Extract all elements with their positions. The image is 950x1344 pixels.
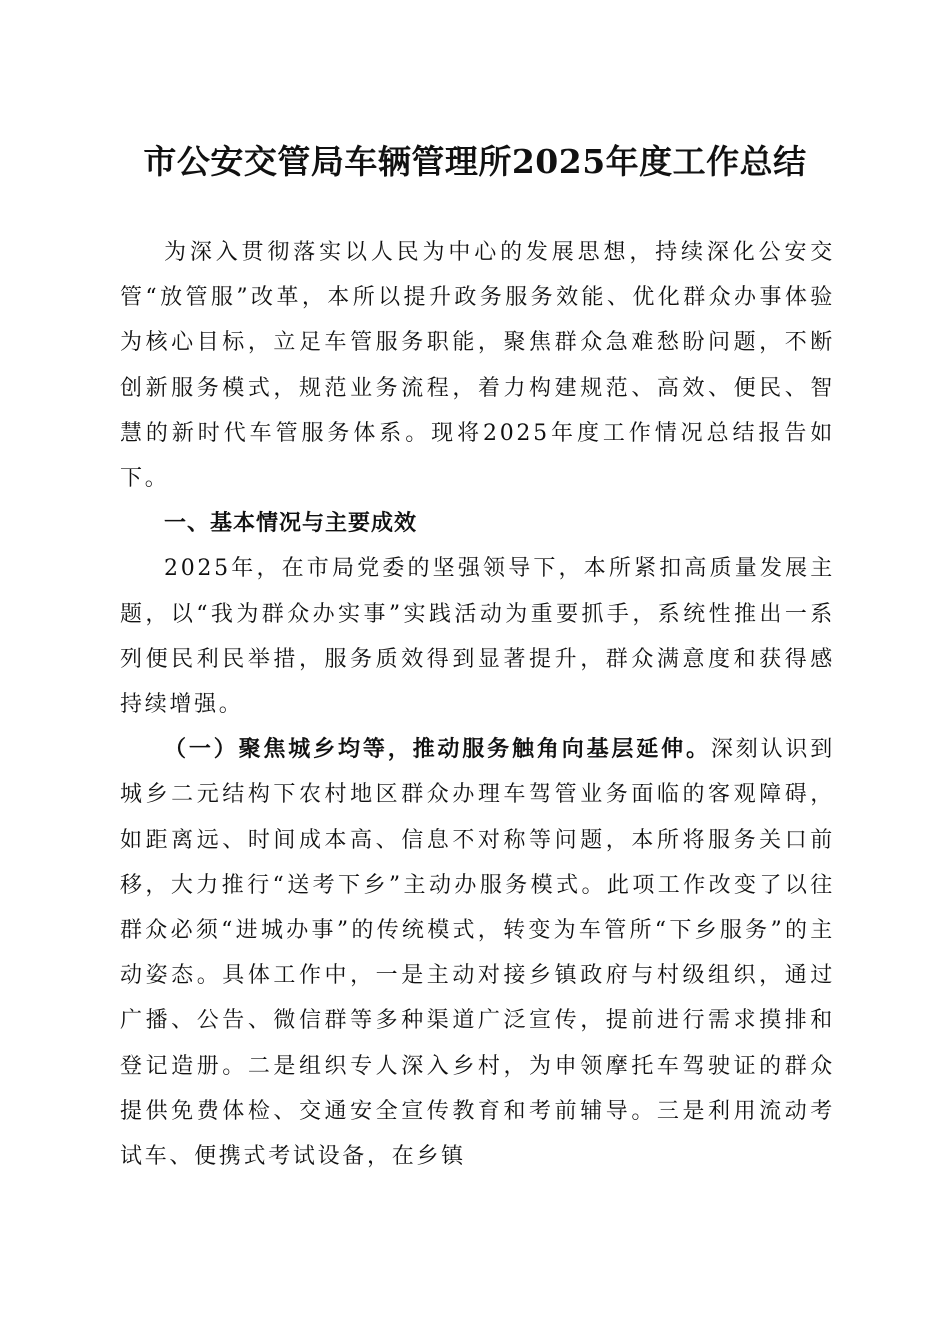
subsection-paragraph	[120, 727, 835, 1179]
document-title: 市公安交管局车辆管理所2025年度工作总结	[143, 142, 807, 181]
section-heading: 一、基本情况与主要成效	[164, 511, 418, 537]
intro-paragraph: 为深入贯彻落实以人民为中心的发展思想，持续深化公安交管“放管服”改革，本所以提升政务服务效能、优化群众办事体验为核心目标，立足车管服务职能，聚焦群众急难愁盼问题，不断创新服务模式，规范业务流程，着力构建规范、高效、便民、智慧的新时代车管服务体系。现将2025年度工作情况总结报告如下。	[120, 240, 835, 492]
subsection-body: 深刻认识到城乡二元结构下农村地区群众办理车驾管业务面临的客观障碍，如距离远、时间成本高、信息不对称等问题，本所将服务关口前移，大力推行“送考下乡”主动办服务模式。此项工作改变了以往群众必须“进城办事”的传统模式，转变为车管所“下乡服务”的主动姿态。具体工作中，一是主动对接乡镇政府与村级组织，通过广播、公告、微信群等多种渠道广泛宣传，提前进行需求摸排和登记造册。二是组织专人深入乡村，为申领摩托车驾驶证的群众提供免费体检、交通安全宣传教育和考前辅导。三是利用流动考试车、便携式考试设备，在乡镇	[120, 737, 835, 1170]
document-body	[120, 230, 835, 1179]
subsection-lead: （一）聚焦城乡均等，推动服务触角向基层延伸。	[164, 736, 711, 763]
section-paragraph: 2025年，在市局党委的坚强领导下，本所紧扣高质量发展主题，以“我为群众办实事”实践活动为重要抓手，系统性推出一系列便民利民举措，服务质效得到显著提升，群众满意度和获得感持续增强。	[120, 556, 835, 718]
